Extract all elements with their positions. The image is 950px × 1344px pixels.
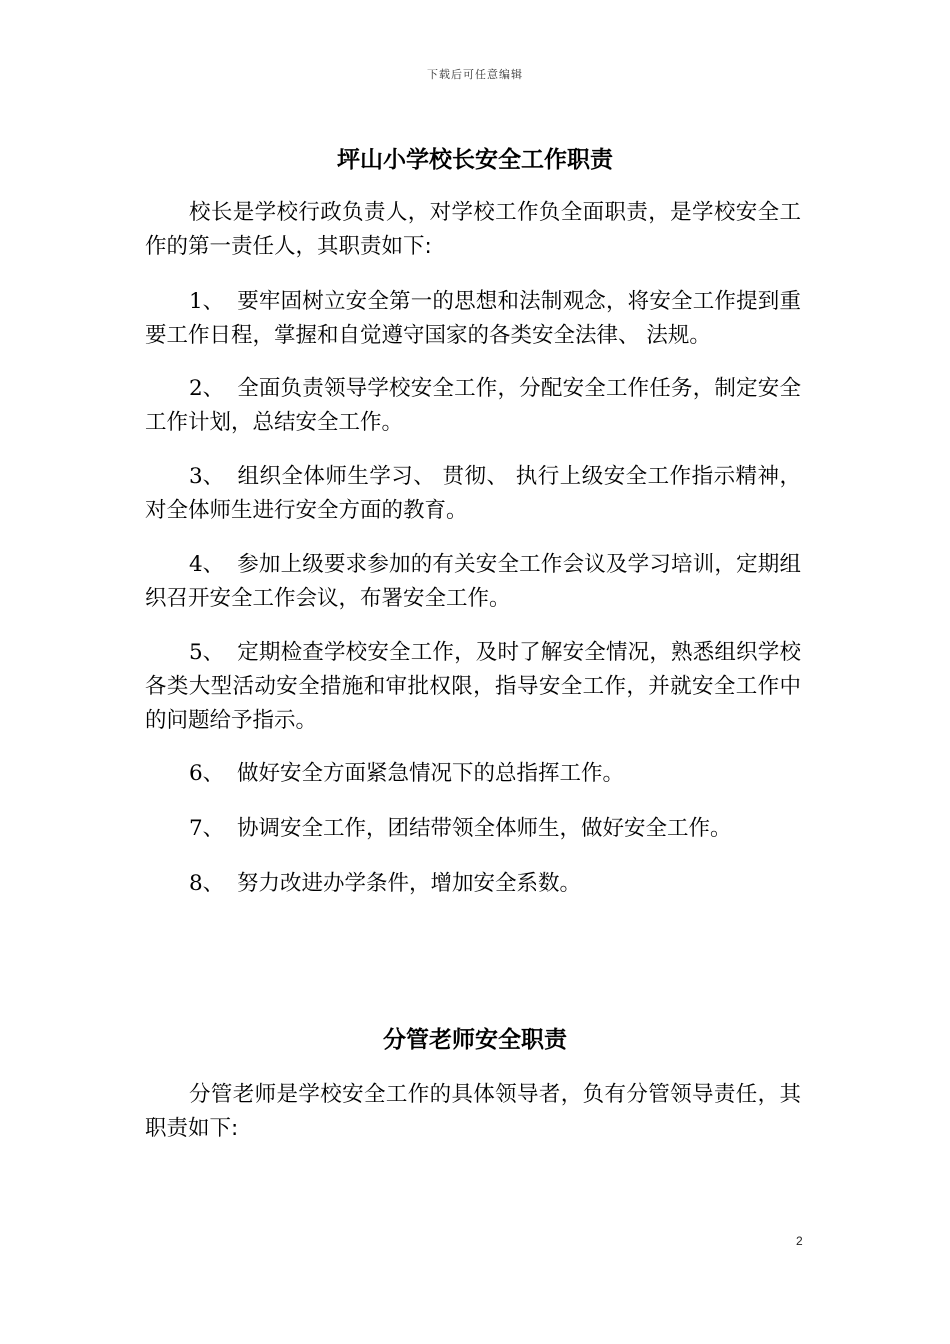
item-number: 6、 [189, 761, 225, 786]
header-note: 下载后可任意编辑 [427, 68, 523, 81]
page-number: 2 [796, 1234, 803, 1248]
section1-intro: 校长是学校行政负责人，对学校工作负全面职责，是学校安全工作的第一责任人，其职责如下: [145, 200, 801, 259]
item-text: 定期检查学校安全工作，及时了解安全情况，熟悉组织学校各类大型活动安全措施和审批权限，指导安全工作，并就安全工作中的问题给予指示。 [145, 640, 801, 733]
item-number: 4、 [189, 552, 225, 577]
item-number: 1、 [189, 289, 225, 314]
item-text: 要牢固树立安全第一的思想和法制观念，将安全工作提到重要工作日程，掌握和自觉遵守国家的各类安全法律、 法规。 [145, 289, 801, 348]
list-item [145, 812, 801, 846]
item-number: 2、 [189, 376, 225, 401]
item-text: 努力改进办学条件，增加安全系数。 [237, 871, 582, 896]
item-number: 5、 [189, 640, 225, 665]
item-text: 做好安全方面紧急情况下的总指挥工作。 [237, 761, 625, 786]
item-text: 全面负责领导学校安全工作，分配安全工作任务，制定安全工作计划，总结安全工作。 [145, 376, 801, 435]
section1-title: 坪山小学校长安全工作职责 [337, 147, 613, 173]
item-text: 组织全体师生学习、 贯彻、 执行上级安全工作指示精神，对全体师生进行安全方面的教育。 [145, 464, 801, 523]
list-item [145, 285, 801, 353]
item-text: 协调安全工作，团结带领全体师生，做好安全工作。 [237, 816, 732, 841]
section2-title: 分管老师安全职责 [383, 1027, 567, 1053]
section2-intro: 分管老师是学校安全工作的具体领导者，负有分管领导责任，其职责如下: [145, 1082, 801, 1141]
list-item [145, 548, 801, 616]
item-number: 8、 [189, 871, 225, 896]
list-item [145, 867, 801, 901]
list-item [145, 757, 801, 791]
item-number: 7、 [189, 816, 225, 841]
list-item [145, 460, 801, 528]
list-item [145, 636, 801, 738]
item-text: 参加上级要求参加的有关安全工作会议及学习培训，定期组织召开安全工作会议，布署安全工作。 [145, 552, 801, 611]
item-number: 3、 [189, 464, 225, 489]
list-item [145, 372, 801, 440]
